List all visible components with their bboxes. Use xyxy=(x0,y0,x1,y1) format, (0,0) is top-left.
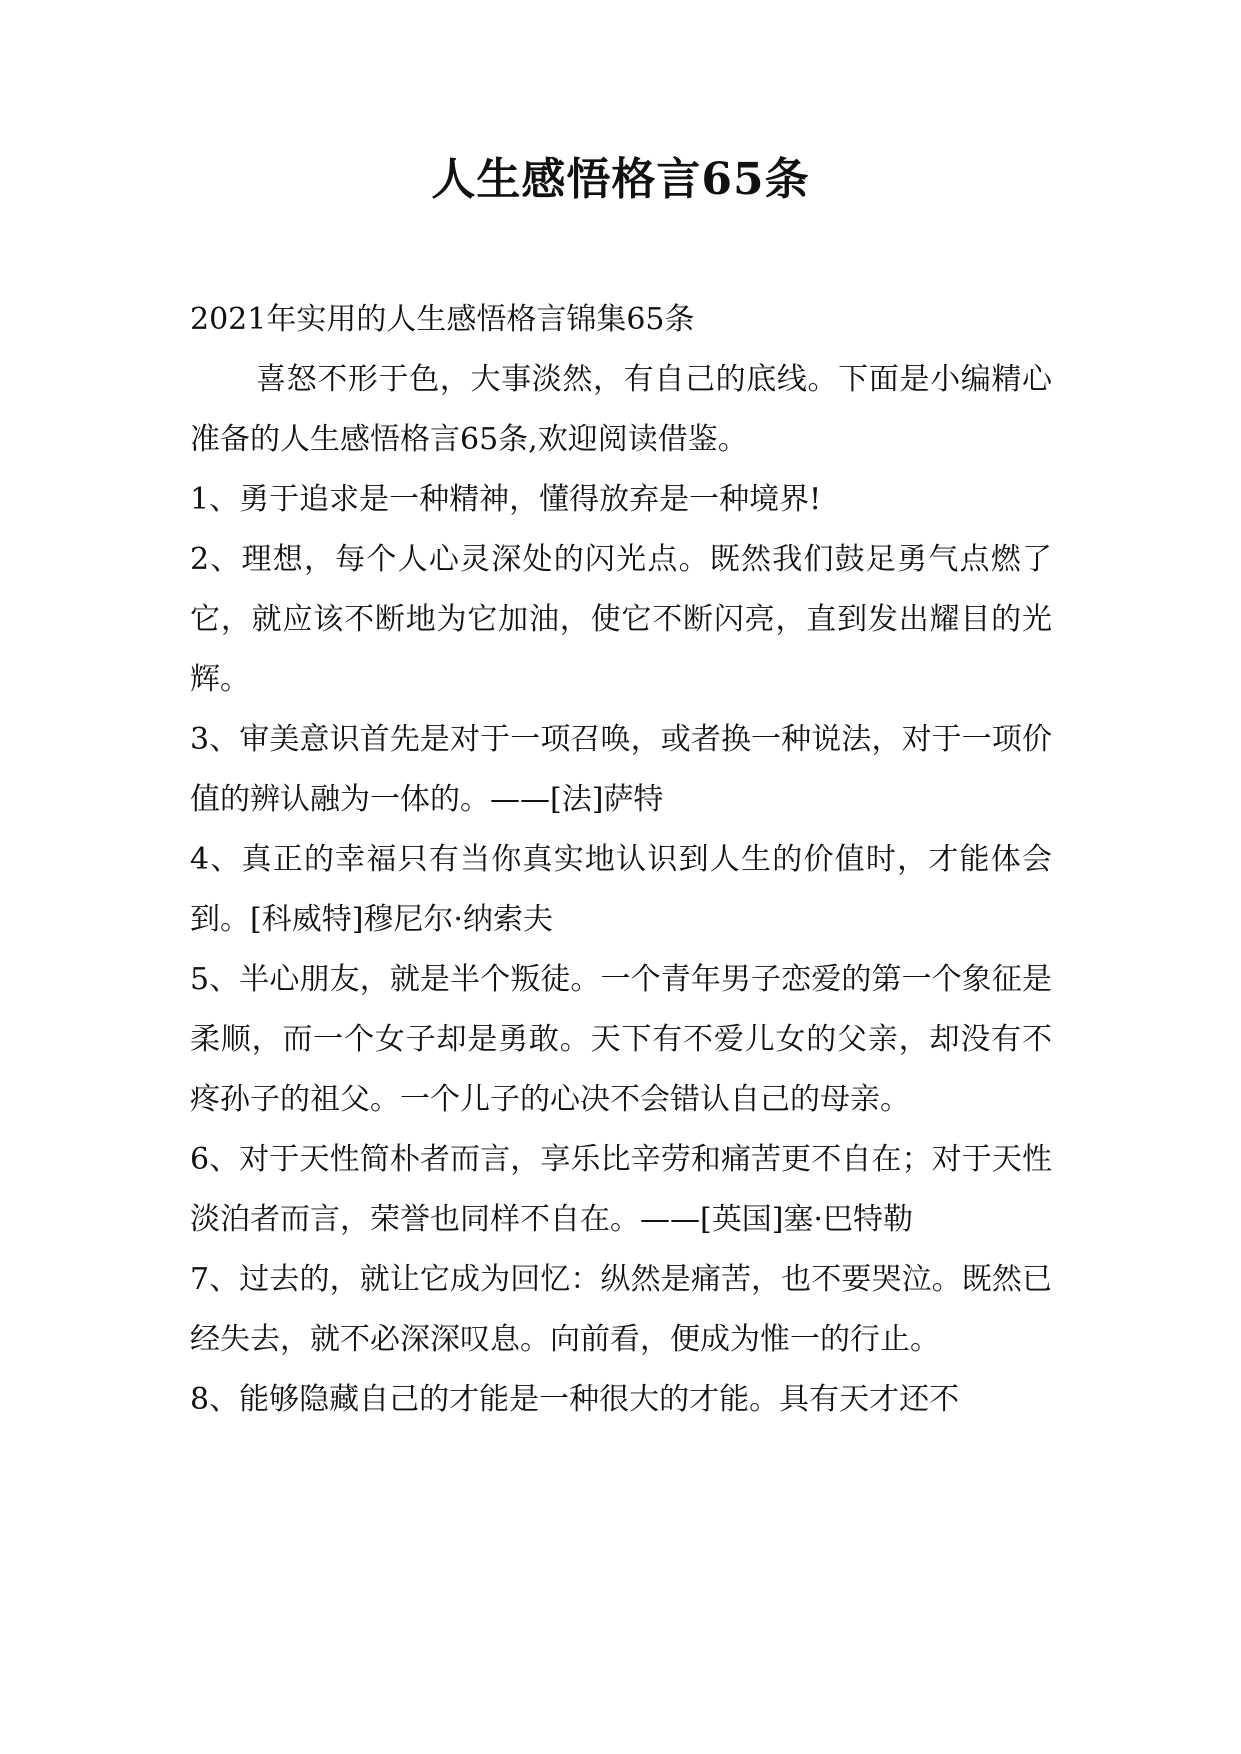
quote-item-5: 5、半心朋友，就是半个叛徒。一个青年男子恋爱的第一个象征是柔顺，而一个女子却是勇敢。天下有不爱儿女的父亲，却没有不疼孙子的祖父。一个儿子的心决不会错认自己的母亲。 xyxy=(190,962,1052,1117)
quote-item-7: 7、过去的，就让它成为回忆：纵然是痛苦，也不要哭泣。既然已经失去，就不必深深叹息。向前看，便成为惟一的行止。 xyxy=(190,1262,1052,1357)
document-subtitle: 2021年实用的人生感悟格言锦集65条 xyxy=(190,302,695,337)
quote-item-2: 2、理想，每个人心灵深处的闪光点。既然我们鼓足勇气点燃了它，就应该不断地为它加油，使它不断闪亮，直到发出耀目的光辉。 xyxy=(190,542,1052,697)
quote-item-3: 3、审美意识首先是对于一项召唤，或者换一种说法，对于一项价值的辨认融为一体的。——[法]萨特 xyxy=(190,722,1052,817)
quote-item-8: 8、能够隐藏自己的才能是一种很大的才能。具有天才还不 xyxy=(190,1382,960,1417)
document-body xyxy=(190,290,1052,1430)
quote-item-1: 1、勇于追求是一种精神，懂得放弃是一种境界! xyxy=(190,482,822,517)
quote-item-4: 4、真正的幸福只有当你真实地认识到人生的价值时，才能体会到。[科威特]穆尼尔·纳索夫 xyxy=(190,842,1052,937)
quote-item-6: 6、对于天性简朴者而言，享乐比辛劳和痛苦更不自在；对于天性淡泊者而言，荣誉也同样不自在。——[英国]塞·巴特勒 xyxy=(190,1142,1052,1237)
document-title: 人生感悟格言65条 xyxy=(431,154,810,205)
intro-paragraph: 喜怒不形于色，大事淡然，有自己的底线。下面是小编精心准备的人生感悟格言65条,欢迎阅读借鉴。 xyxy=(190,362,1052,457)
